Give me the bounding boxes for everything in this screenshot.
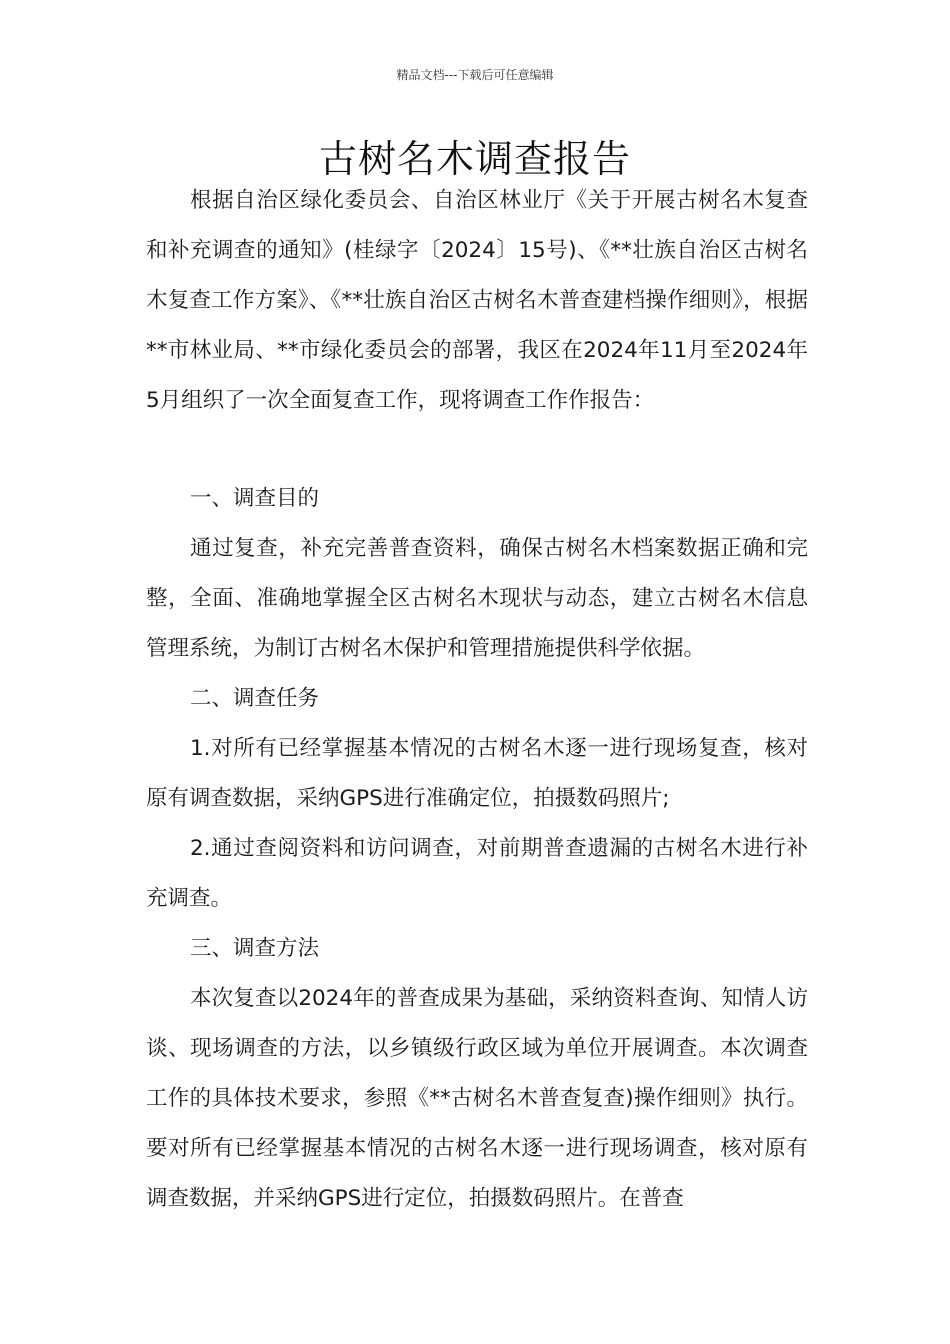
section-heading-purpose: 一、调查目的 xyxy=(190,486,320,511)
spacer xyxy=(146,426,808,474)
section-heading-tasks: 二、调查任务 xyxy=(190,686,320,711)
paragraph-task-2: 2.通过查阅资料和访问调查，对前期普查遗漏的古树名木进行补充调查。 xyxy=(146,836,808,911)
paragraph-intro: 根据自治区绿化委员会、自治区林业厅《关于开展古树名木复查和补充调查的通知》(桂绿字〔2024〕15号)、《**壮族自治区古树名木复查工作方案》、《**壮族自治区古树名木普查建档操作细则》，根据**市林业局、**市绿化委员会的部署，我区在2024年11月至2024年5月组织了一次全面复查工作，现将调查工作作报告： xyxy=(146,188,808,413)
page-title: 古树名木调查报告 xyxy=(318,137,631,181)
header-note: 精品文档---下载后可任意编辑 xyxy=(396,68,554,82)
document-body xyxy=(146,176,808,1224)
paragraph-task-1: 1.对所有已经掌握基本情况的古树名木逐一进行现场复查，核对原有调查数据，采纳GPS进行准确定位，拍摄数码照片; xyxy=(146,736,808,811)
paragraph-purpose: 通过复查，补充完善普查资料，确保古树名木档案数据正确和完整，全面、准确地掌握全区古树名木现状与动态，建立古树名木信息管理系统，为制订古树名木保护和管理措施提供科学依据。 xyxy=(146,536,808,661)
paragraph-methods: 本次复查以2024年的普查成果为基础，采纳资料查询、知情人访谈、现场调查的方法，以乡镇级行政区域为单位开展调查。本次调查工作的具体技术要求，参照《**古树名木普查复查)操作细则》执行。要对所有已经掌握基本情况的古树名木逐一进行现场调查，核对原有调查数据，并采纳GPS进行定位，拍摄数码照片。在普查 xyxy=(146,986,808,1211)
section-heading-methods: 三、调查方法 xyxy=(190,936,320,961)
